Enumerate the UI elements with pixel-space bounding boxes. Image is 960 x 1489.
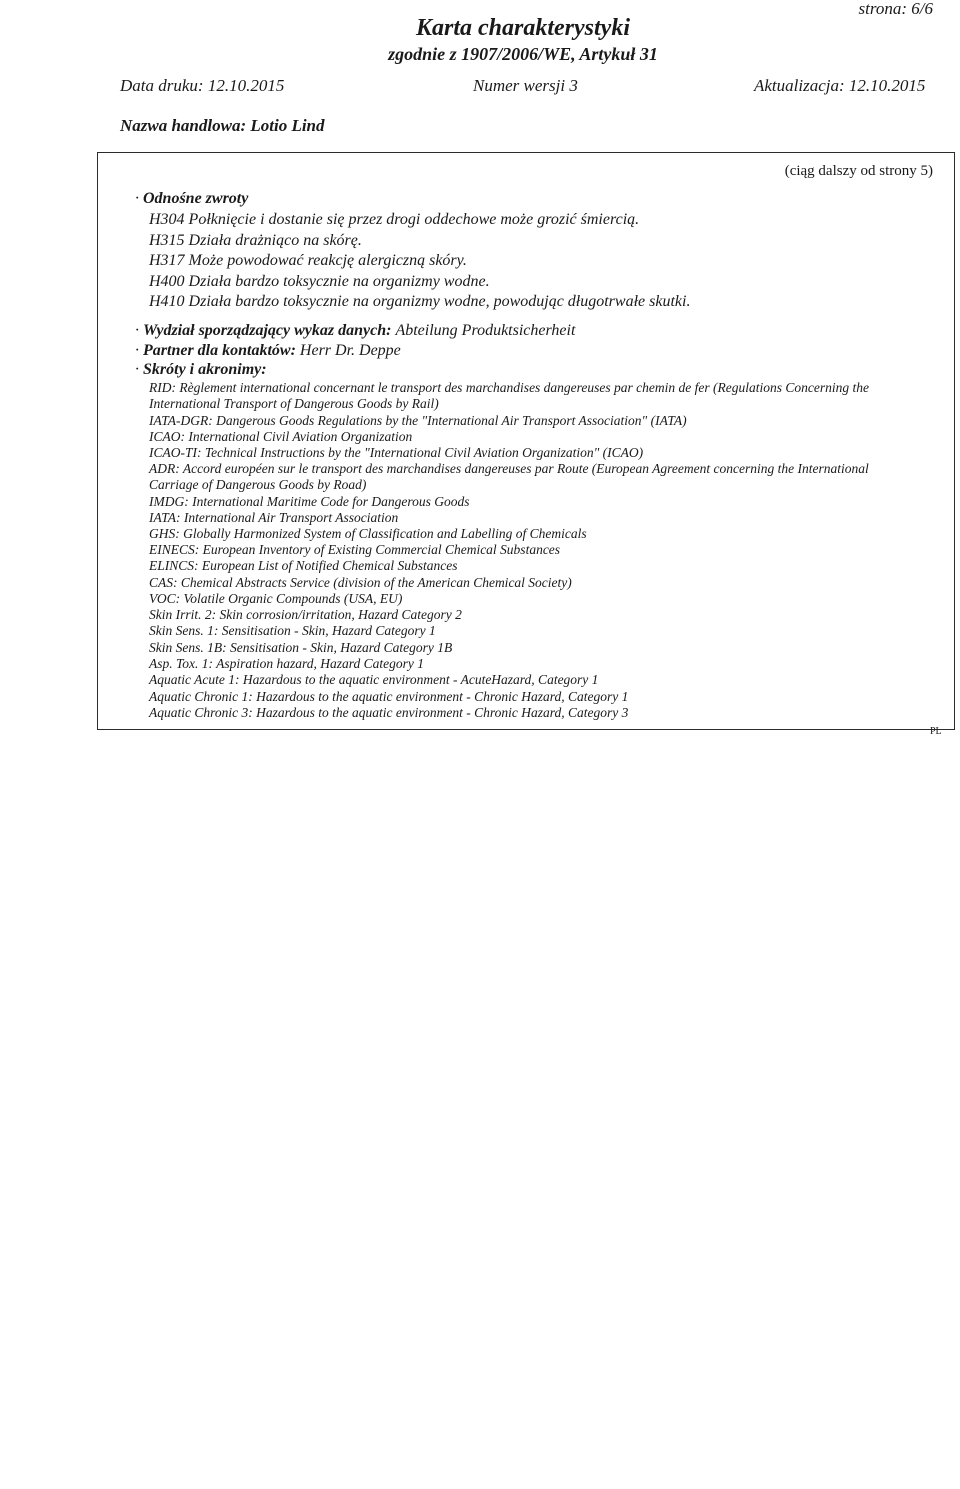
document-title: Karta charakterystyki bbox=[416, 15, 630, 41]
abbreviation-line: International Transport of Dangerous Goods by Rail) bbox=[149, 396, 439, 411]
abbreviations-heading bbox=[135, 361, 267, 379]
abbreviation-line: RID: Règlement international concernant le transport des marchandises dangereuses par chemin de fer (Regulations Concerning the bbox=[149, 380, 869, 395]
continued-note: (ciąg dalszy od strony 5) bbox=[784, 163, 933, 179]
abbreviation-line: Skin Irrit. 2: Skin corrosion/irritation, Hazard Category 2 bbox=[149, 607, 462, 622]
bullet-dot: · bbox=[135, 190, 139, 207]
print-date: Data druku: 12.10.2015 bbox=[120, 76, 285, 95]
contact-label: Partner dla kontaktów: bbox=[143, 342, 296, 359]
phrases-heading-label: Odnośne zwroty bbox=[143, 190, 249, 207]
abbreviation-line: ICAO-TI: Technical Instructions by the "International Civil Aviation Organization" (ICAO) bbox=[149, 445, 644, 460]
bullet-dot: · bbox=[135, 322, 139, 339]
contact-value: Herr Dr. Deppe bbox=[299, 342, 401, 359]
department-line bbox=[135, 322, 575, 340]
hazard-phrase: H400 Działa bardzo toksycznie na organizmy wodne. bbox=[149, 273, 490, 290]
abbreviation-line: CAS: Chemical Abstracts Service (division of the American Chemical Society) bbox=[149, 575, 572, 590]
abbreviation-line: ICAO: International Civil Aviation Organization bbox=[149, 429, 413, 444]
abbreviation-line: Aquatic Chronic 3: Hazardous to the aquatic environment - Chronic Hazard, Category 3 bbox=[149, 705, 629, 720]
language-code: PL bbox=[930, 726, 942, 737]
abbreviation-line: ELINCS: European List of Notified Chemical Substances bbox=[149, 558, 458, 573]
update-date: Aktualizacja: 12.10.2015 bbox=[754, 76, 926, 95]
abbreviation-line: Asp. Tox. 1: Aspiration hazard, Hazard Category 1 bbox=[149, 656, 425, 671]
hazard-phrase: H410 Działa bardzo toksycznie na organizmy wodne, powodując długotrwałe skutki. bbox=[149, 293, 691, 310]
abbreviation-line: Aquatic Chronic 1: Hazardous to the aquatic environment - Chronic Hazard, Category 1 bbox=[149, 689, 629, 704]
phrases-heading bbox=[135, 190, 248, 208]
trade-name: Nazwa handlowa: Lotio Lind bbox=[120, 116, 325, 135]
hazard-phrase: H315 Działa drażniąco na skórę. bbox=[149, 232, 362, 249]
bullet-dot: · bbox=[135, 342, 139, 359]
abbreviation-line: ADR: Accord européen sur le transport des marchandises dangereuses par Route (European Agreement concerning the International bbox=[149, 461, 869, 476]
abbreviation-line: Aquatic Acute 1: Hazardous to the aquatic environment - AcuteHazard, Category 1 bbox=[149, 672, 599, 687]
abbreviation-line: IMDG: International Maritime Code for Dangerous Goods bbox=[149, 494, 470, 509]
contact-line bbox=[135, 342, 401, 360]
abbreviation-line: VOC: Volatile Organic Compounds (USA, EU) bbox=[149, 591, 403, 606]
abbreviations-heading-label: Skróty i akronimy: bbox=[143, 361, 267, 378]
abbreviation-line: EINECS: European Inventory of Existing Commercial Chemical Substances bbox=[149, 542, 561, 557]
abbreviation-line: GHS: Globally Harmonized System of Classification and Labelling of Chemicals bbox=[149, 526, 587, 541]
bullet-dot: · bbox=[135, 361, 139, 378]
abbreviation-line: IATA: International Air Transport Association bbox=[149, 510, 399, 525]
hazard-phrase: H304 Połknięcie i dostanie się przez drogi oddechowe może grozić śmiercią. bbox=[149, 211, 640, 228]
department-label: Wydział sporządzający wykaz danych: bbox=[143, 322, 392, 339]
page-number: strona: 6/6 bbox=[858, 0, 933, 18]
abbreviation-line: IATA-DGR: Dangerous Goods Regulations by the "International Air Transport Association" (IATA) bbox=[149, 413, 687, 428]
department-value: Abteilung Produktsicherheit bbox=[395, 322, 576, 339]
abbreviation-line: Carriage of Dangerous Goods by Road) bbox=[149, 477, 367, 492]
abbreviation-line: Skin Sens. 1: Sensitisation - Skin, Hazard Category 1 bbox=[149, 623, 436, 638]
document-subtitle: zgodnie z 1907/2006/WE, Artykuł 31 bbox=[388, 44, 658, 64]
version-number: Numer wersji 3 bbox=[473, 76, 578, 95]
hazard-phrase: H317 Może powodować reakcję alergiczną skóry. bbox=[149, 252, 467, 269]
abbreviation-line: Skin Sens. 1B: Sensitisation - Skin, Hazard Category 1B bbox=[149, 640, 453, 655]
